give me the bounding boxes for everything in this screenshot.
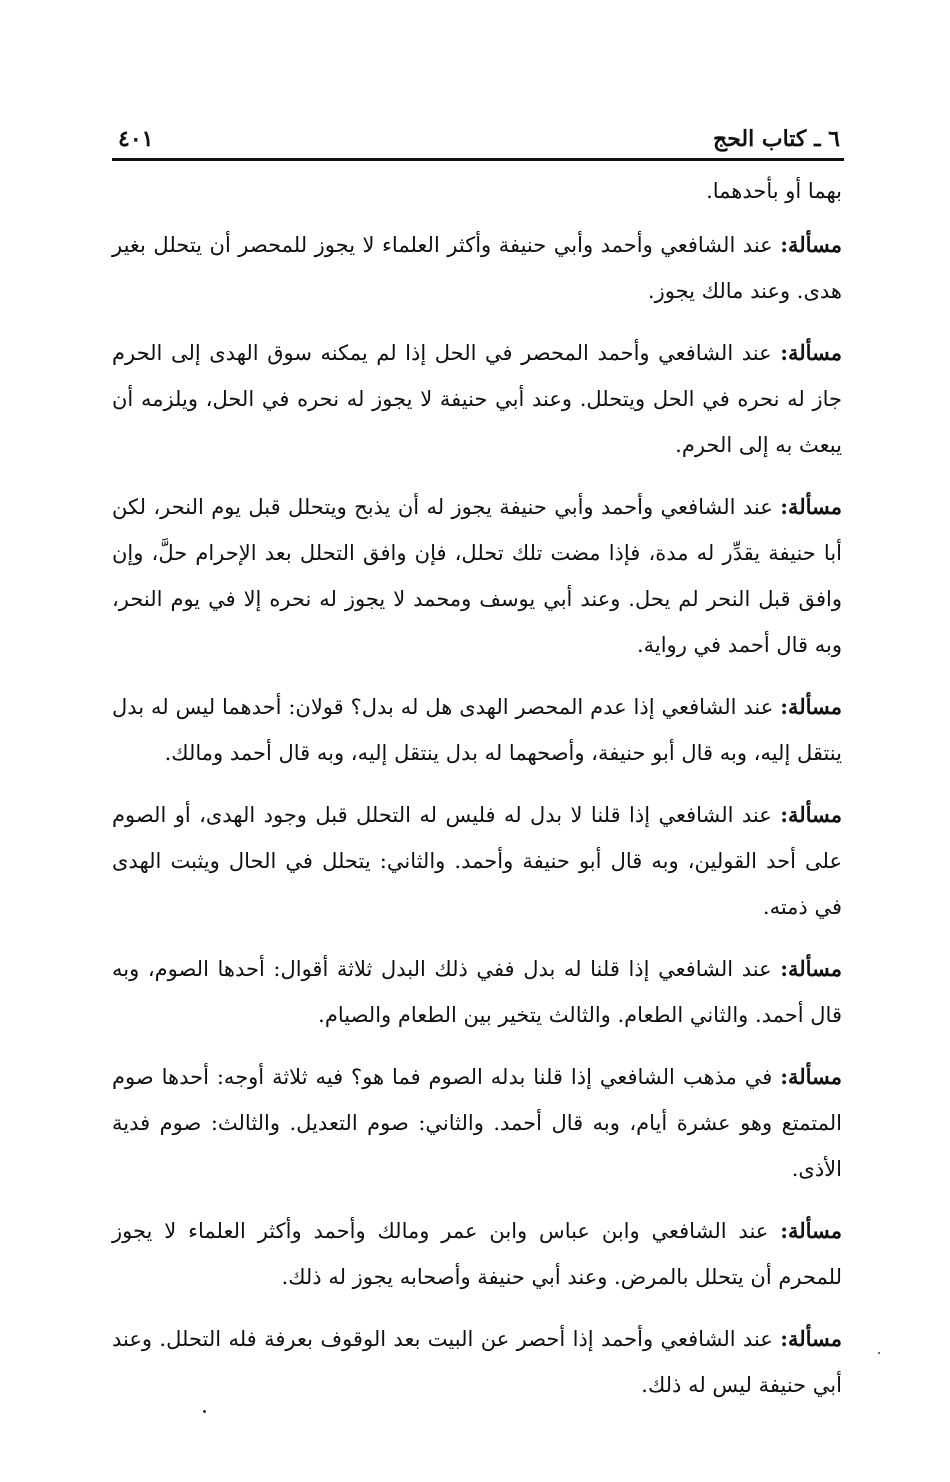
issue-paragraph [112,684,842,776]
issue-text: عند الشافعي وأحمد إذا أحصر عن البيت بعد الوقوف بعرفة فله التحلل. وعند أبي حنيفة ليس له ذلك. [112,1327,842,1397]
issue-paragraph [112,330,842,468]
page-number: ٤٠١ [118,126,154,152]
issue-paragraph [112,946,842,1038]
issue-label: مسألة: [780,956,842,981]
issue-text: عند الشافعي وأحمد وأبي حنيفة يجوز له أن يذبح ويتحلل قبل يوم النحر، لكن أبا حنيفة يقدِّر له مدة، فإذا مضت تلك تحلل، فإن وافق التحلل بعد الإحرام حلَّ، وإن وافق قبل النحر لم يحل. وعند أبي يوسف ومحمد لا يجوز له نحره إلا في يوم النحر، وبه قال أحمد في رواية. [112,495,842,657]
scan-speck [203,1410,206,1413]
page-body [112,168,842,1424]
issue-paragraph [112,1316,842,1408]
issue-text: عند الشافعي إذا عدم المحصر الهدى هل له بدل؟ قولان: أحدهما ليس له بدل ينتقل إليه، وبه قال أبو حنيفة، وأصحهما له بدل ينتقل إليه، وبه قال أحمد ومالك. [112,695,842,765]
issue-paragraph [112,1208,842,1300]
scan-speck [878,1352,880,1354]
issue-text: عند الشافعي إذا قلنا لا بدل له فليس له التحلل قبل وجود الهدى، أو الصوم على أحد القولين، وبه قال أبو حنيفة وأحمد. والثاني: يتحلل في الحال ويثبت الهدى في ذمته. [112,803,842,919]
issue-paragraph [112,1054,842,1192]
issue-label: مسألة: [780,1218,842,1243]
issue-text: عند الشافعي إذا قلنا له بدل ففي ذلك البدل ثلاثة أقوال: أحدها الصوم، وبه قال أحمد. والثاني الطعام. والثالث يتخير بين الطعام والصيام. [112,957,842,1027]
issue-paragraph [112,484,842,668]
header-rule [112,158,844,161]
issue-label: مسألة: [780,494,842,519]
issue-paragraph [112,222,842,314]
running-header [118,120,840,154]
issue-text: في مذهب الشافعي إذا قلنا بدله الصوم فما هو؟ فيه ثلاثة أوجه: أحدها صوم المتمتع وهو عشرة أيام، وبه قال أحمد. والثاني: صوم التعديل. والثالث: صوم فدية الأذى. [112,1065,842,1181]
paragraph-text: بهما أو بأحدهما. [706,179,842,203]
issue-label: مسألة: [780,1326,842,1351]
issue-label: مسألة: [780,802,842,827]
chapter-title: ٦ ـ كتاب الحج [713,126,840,152]
issue-text: عند الشافعي وأحمد وأبي حنيفة وأكثر العلماء لا يجوز للمحصر أن يتحلل بغير هدى. وعند مالك يجوز. [112,233,842,303]
issue-paragraph [112,792,842,930]
issue-label: مسألة: [780,232,842,257]
issue-text: عند الشافعي وأحمد المحصر في الحل إذا لم يمكنه سوق الهدى إلى الحرم جاز له نحره في الحل ويتحلل. وعند أبي حنيفة لا يجوز له نحره في الحل، ويلزمه أن يبعث به إلى الحرم. [112,341,842,457]
issue-text: عند الشافعي وابن عباس وابن عمر ومالك وأحمد وأكثر العلماء لا يجوز للمحرم أن يتحلل بالمرض. وعند أبي حنيفة وأصحابه يجوز له ذلك. [112,1219,842,1289]
issue-label: مسألة: [780,1064,842,1089]
paragraph [112,168,842,214]
issue-label: مسألة: [780,694,842,719]
issue-label: مسألة: [780,340,842,365]
